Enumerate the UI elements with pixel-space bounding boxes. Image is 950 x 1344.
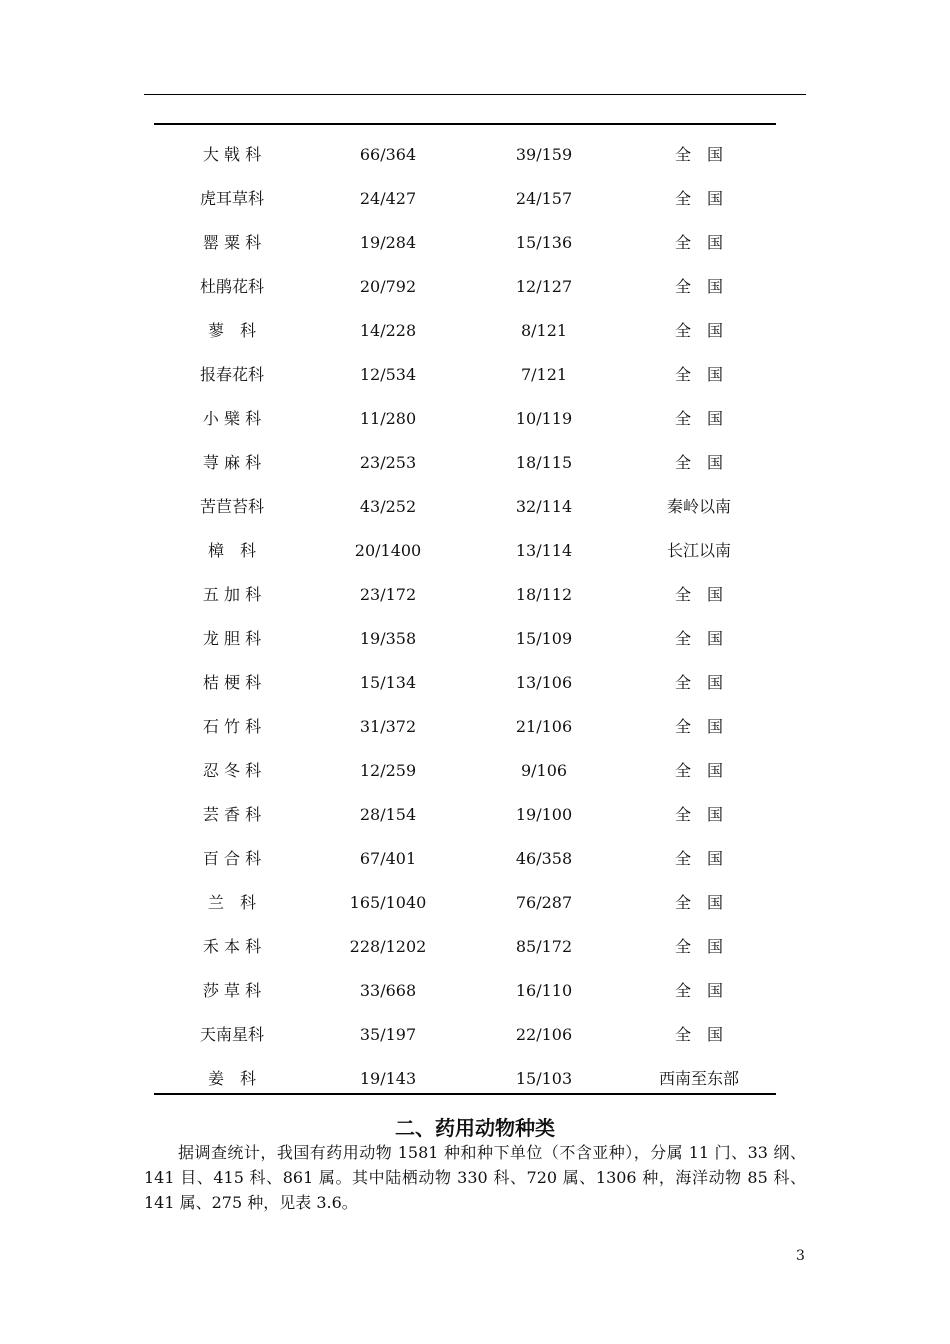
- species-ratio-cell: 9/106: [520, 761, 568, 780]
- species-ratio-cell: 15/109: [515, 629, 573, 648]
- table-row: [154, 309, 776, 353]
- species-ratio-cell: 8/121: [520, 321, 568, 340]
- family-name-cell: 禾 本 科: [202, 937, 262, 956]
- genus-ratio-cell: 12/259: [359, 761, 417, 780]
- genus-ratio-cell: 14/228: [359, 321, 417, 340]
- species-ratio-cell: 76/287: [515, 893, 573, 912]
- genus-ratio-cell: 23/253: [359, 453, 417, 472]
- distribution-cell: 全 国: [674, 321, 723, 340]
- genus-ratio-cell: 11/280: [359, 409, 417, 428]
- distribution-cell: 全 国: [674, 849, 723, 868]
- distribution-cell: 全 国: [674, 233, 723, 252]
- family-name-cell: 百 合 科: [202, 849, 262, 868]
- family-name-cell: 樟 科: [207, 541, 256, 560]
- table-row: [154, 969, 776, 1013]
- distribution-cell: 全 国: [674, 761, 723, 780]
- table-row: [154, 485, 776, 529]
- genus-ratio-cell: 15/134: [359, 673, 417, 692]
- family-name-cell: 兰 科: [207, 893, 256, 912]
- species-ratio-cell: 19/100: [515, 805, 573, 824]
- genus-ratio-cell: 66/364: [359, 145, 417, 164]
- genus-ratio-cell: 43/252: [359, 497, 417, 516]
- family-name-cell: 虎耳草科: [199, 189, 264, 208]
- genus-ratio-cell: 20/1400: [354, 541, 422, 560]
- distribution-cell: 全 国: [674, 1025, 723, 1044]
- family-name-cell: 莎 草 科: [202, 981, 262, 1000]
- table-row: [154, 617, 776, 661]
- genus-ratio-cell: 12/534: [359, 365, 417, 384]
- distribution-cell: 全 国: [674, 453, 723, 472]
- distribution-cell: 全 国: [674, 409, 723, 428]
- section-title: 二、药用动物种类: [395, 1116, 555, 1140]
- table-bottom-rule: [154, 1093, 776, 1095]
- species-ratio-cell: 85/172: [515, 937, 573, 956]
- genus-ratio-cell: 165/1040: [349, 893, 427, 912]
- species-ratio-cell: 13/114: [515, 541, 573, 560]
- genus-ratio-cell: 19/284: [359, 233, 417, 252]
- family-name-cell: 杜鹃花科: [199, 277, 264, 296]
- genus-ratio-cell: 24/427: [359, 189, 417, 208]
- distribution-cell: 全 国: [674, 365, 723, 384]
- family-name-cell: 蓼 科: [207, 321, 256, 340]
- species-ratio-cell: 32/114: [515, 497, 573, 516]
- species-ratio-cell: 24/157: [515, 189, 573, 208]
- genus-ratio-cell: 67/401: [359, 849, 417, 868]
- distribution-cell: 全 国: [674, 145, 723, 164]
- species-ratio-cell: 39/159: [515, 145, 573, 164]
- table-row: [154, 749, 776, 793]
- distribution-cell: 全 国: [674, 893, 723, 912]
- genus-ratio-cell: 31/372: [359, 717, 417, 736]
- species-ratio-cell: 12/127: [515, 277, 573, 296]
- distribution-cell: 秦岭以南: [666, 497, 731, 516]
- genus-ratio-cell: 19/143: [359, 1069, 417, 1088]
- table-row: [154, 353, 776, 397]
- distribution-cell: 全 国: [674, 717, 723, 736]
- species-ratio-cell: 15/103: [515, 1069, 573, 1088]
- table-row: [154, 573, 776, 617]
- header-rule: [144, 94, 806, 95]
- family-name-cell: 小 檗 科: [202, 409, 262, 428]
- distribution-cell: 全 国: [674, 629, 723, 648]
- family-name-cell: 苦苣苔科: [199, 497, 264, 516]
- genus-ratio-cell: 228/1202: [349, 937, 427, 956]
- table-row: [154, 705, 776, 749]
- family-name-cell: 忍 冬 科: [202, 761, 262, 780]
- distribution-cell: 全 国: [674, 189, 723, 208]
- distribution-cell: 全 国: [674, 805, 723, 824]
- section-paragraph: 据调查统计，我国有药用动物 1581 种和种下单位（不含亚种），分属 11 门、33 纲、141 目、415 科、861 属。其中陆栖动物 330 科、720 属、1306 种，海洋动物 85 科、141 属、275 种，见表 3.6。: [144, 1143, 806, 1212]
- table-row: [154, 881, 776, 925]
- table-row: [154, 837, 776, 881]
- distribution-cell: 长江以南: [666, 541, 731, 560]
- family-name-cell: 罂 粟 科: [202, 233, 262, 252]
- species-ratio-cell: 46/358: [515, 849, 573, 868]
- species-ratio-cell: 18/115: [515, 453, 573, 472]
- family-name-cell: 桔 梗 科: [202, 673, 262, 692]
- species-ratio-cell: 15/136: [515, 233, 573, 252]
- species-ratio-cell: 13/106: [515, 673, 573, 692]
- table-row: [154, 793, 776, 837]
- family-name-cell: 石 竹 科: [202, 717, 262, 736]
- family-name-cell: 大 戟 科: [202, 145, 262, 164]
- distribution-cell: 全 国: [674, 673, 723, 692]
- family-name-cell: 报春花科: [199, 365, 264, 384]
- page-number: 3: [796, 1248, 805, 1264]
- family-name-cell: 五 加 科: [202, 585, 262, 604]
- family-name-cell: 龙 胆 科: [202, 629, 262, 648]
- table-row: [154, 177, 776, 221]
- distribution-cell: 西南至东部: [658, 1069, 739, 1088]
- species-ratio-cell: 16/110: [515, 981, 573, 1000]
- species-ratio-cell: 10/119: [515, 409, 573, 428]
- table-row: [154, 441, 776, 485]
- table-row: [154, 133, 776, 177]
- distribution-cell: 全 国: [674, 981, 723, 1000]
- distribution-cell: 全 国: [674, 585, 723, 604]
- genus-ratio-cell: 28/154: [359, 805, 417, 824]
- genus-ratio-cell: 23/172: [359, 585, 417, 604]
- table-row: [154, 661, 776, 705]
- family-name-cell: 芸 香 科: [202, 805, 262, 824]
- genus-ratio-cell: 33/668: [359, 981, 417, 1000]
- distribution-cell: 全 国: [674, 937, 723, 956]
- table-row: [154, 529, 776, 573]
- table-row: [154, 925, 776, 969]
- genus-ratio-cell: 35/197: [359, 1025, 417, 1044]
- family-name-cell: 姜 科: [207, 1069, 256, 1088]
- distribution-cell: 全 国: [674, 277, 723, 296]
- family-name-cell: 天南星科: [199, 1025, 264, 1044]
- species-ratio-cell: 7/121: [520, 365, 568, 384]
- table-row: [154, 397, 776, 441]
- family-name-cell: 荨 麻 科: [202, 453, 262, 472]
- table-row: [154, 1013, 776, 1057]
- table-body: [154, 133, 776, 1101]
- table-row: [154, 265, 776, 309]
- table-top-rule: [154, 123, 776, 125]
- species-ratio-cell: 22/106: [515, 1025, 573, 1044]
- genus-ratio-cell: 19/358: [359, 629, 417, 648]
- genus-ratio-cell: 20/792: [359, 277, 417, 296]
- table-row: [154, 221, 776, 265]
- species-ratio-cell: 18/112: [515, 585, 573, 604]
- species-ratio-cell: 21/106: [515, 717, 573, 736]
